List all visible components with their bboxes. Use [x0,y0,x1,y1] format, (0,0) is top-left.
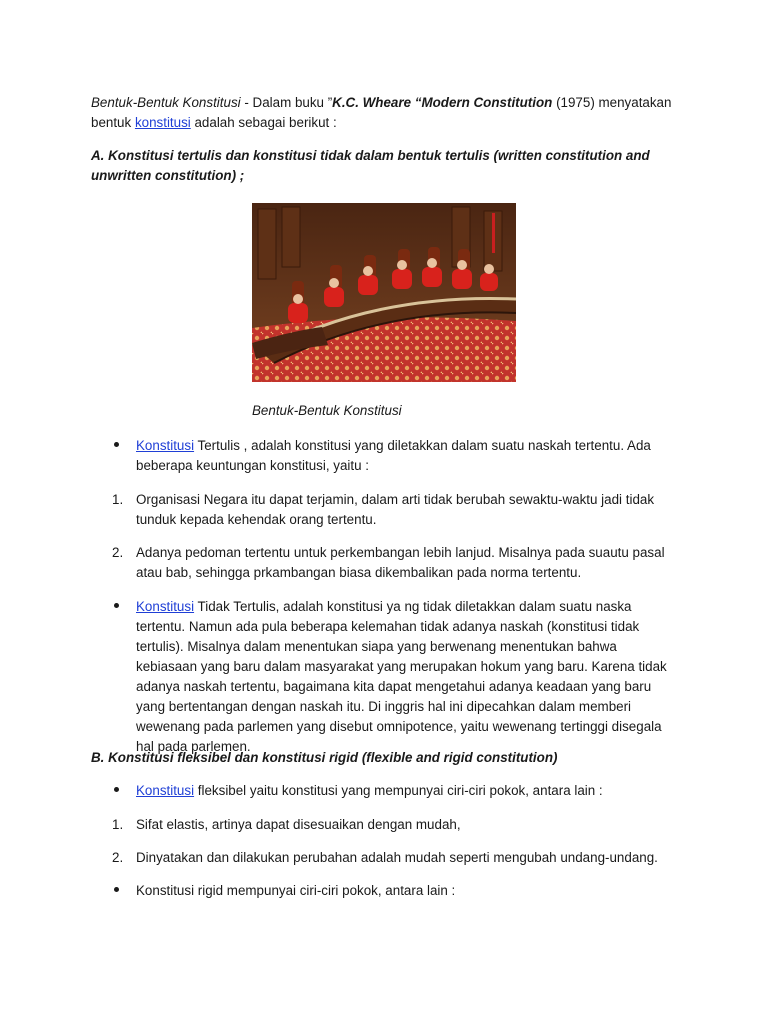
list-number: 2. [112,850,124,865]
list-item: Dinyatakan dan dilakukan perubahan adalah mudah seperti mengubah undang-undang. [136,850,658,865]
list-item: Organisasi Negara itu dapat terjamin, dalam arti tidak berubah sewaktu-waktu jadi tidak tunduk kepada kehendak orang tertentu. [136,492,655,527]
konstitusi-link[interactable]: Konstitusi [136,438,195,453]
intro-author: K.C. Wheare “Modern Constitution [332,95,553,110]
image-caption: Bentuk-Bentuk Konstitusi [252,403,402,418]
bullet-text: Tidak Tertulis, adalah konstitusi ya ng tidak diletakkan dalam suatu naska tertentu. Namun ada pula beberapa kelemahan tidak adanya naskah (konstitusi tidak tertulis). Misalnya dalam menentukan siapa yang berwenang menentukan bahwa kebiasaan yang baru dalam masyarakat yang merupakan hokum yang baru. Karena tidak adanya naskah tertentu, bagaimana kita dapat mengetahui adanya keadaan yang baru yang bertentangan dengan naskah itu. Di inggris hal ini dipecahkan dalam memberi wewenang pada parlemen yang disebut omnipotence, yaitu wewenang tertinggi disegala hal pada parlemen. [136,599,667,754]
bullet-dot [113,886,121,894]
intro-line2-post: adalah sebagai berikut : [190,115,337,130]
section-b-heading: B. Konstitusi fleksibel dan konstitusi rigid (flexible and rigid constitution) [91,750,558,765]
bullet-fleksibel [136,781,681,801]
court-hearing-photo [252,203,516,382]
bullet-tidak-tertulis [136,597,681,757]
intro-sep: - Dalam buku ” [240,95,333,110]
intro-line2-pre: bentuk [91,115,135,130]
bullet-tertulis [136,436,681,476]
bullet-dot [113,441,121,449]
section-a-heading: A. Konstitusi tertulis dan konstitusi tidak dalam bentuk tertulis (written constitution and unwritten constitution) ; [91,148,650,183]
intro-title: Bentuk-Bentuk Konstitusi [91,95,241,110]
list-number: 1. [112,817,124,832]
bullet-text: Tertulis , adalah konstitusi yang diletakkan dalam suatu naskah tertentu. Ada beberapa keuntungan konstitusi, yaitu : [136,438,651,473]
intro-year: (1975) menyatakan [552,95,672,110]
list-number: 2. [112,545,124,560]
konstitusi-link[interactable]: konstitusi [134,115,191,130]
intro-paragraph [91,93,691,133]
list-number: 1. [112,492,124,507]
list-item: Adanya pedoman tertentu untuk perkembangan lebih lanjud. Misalnya pada suautu pasal atau bab, sehingga prkambangan biasa dikembalikan pada norma tertentu. [136,545,665,580]
bullet-dot [113,602,121,610]
bullet-dot [113,786,121,794]
list-item: Sifat elastis, artinya dapat disesuaikan dengan mudah, [136,817,461,832]
konstitusi-link[interactable]: Konstitusi [136,783,195,798]
bullet-text: fleksibel yaitu konstitusi yang mempunyai ciri-ciri pokok, antara lain : [194,783,603,798]
bullet-rigid: Konstitusi rigid mempunyai ciri-ciri pokok, antara lain : [136,883,456,898]
konstitusi-link[interactable]: Konstitusi [136,599,195,614]
